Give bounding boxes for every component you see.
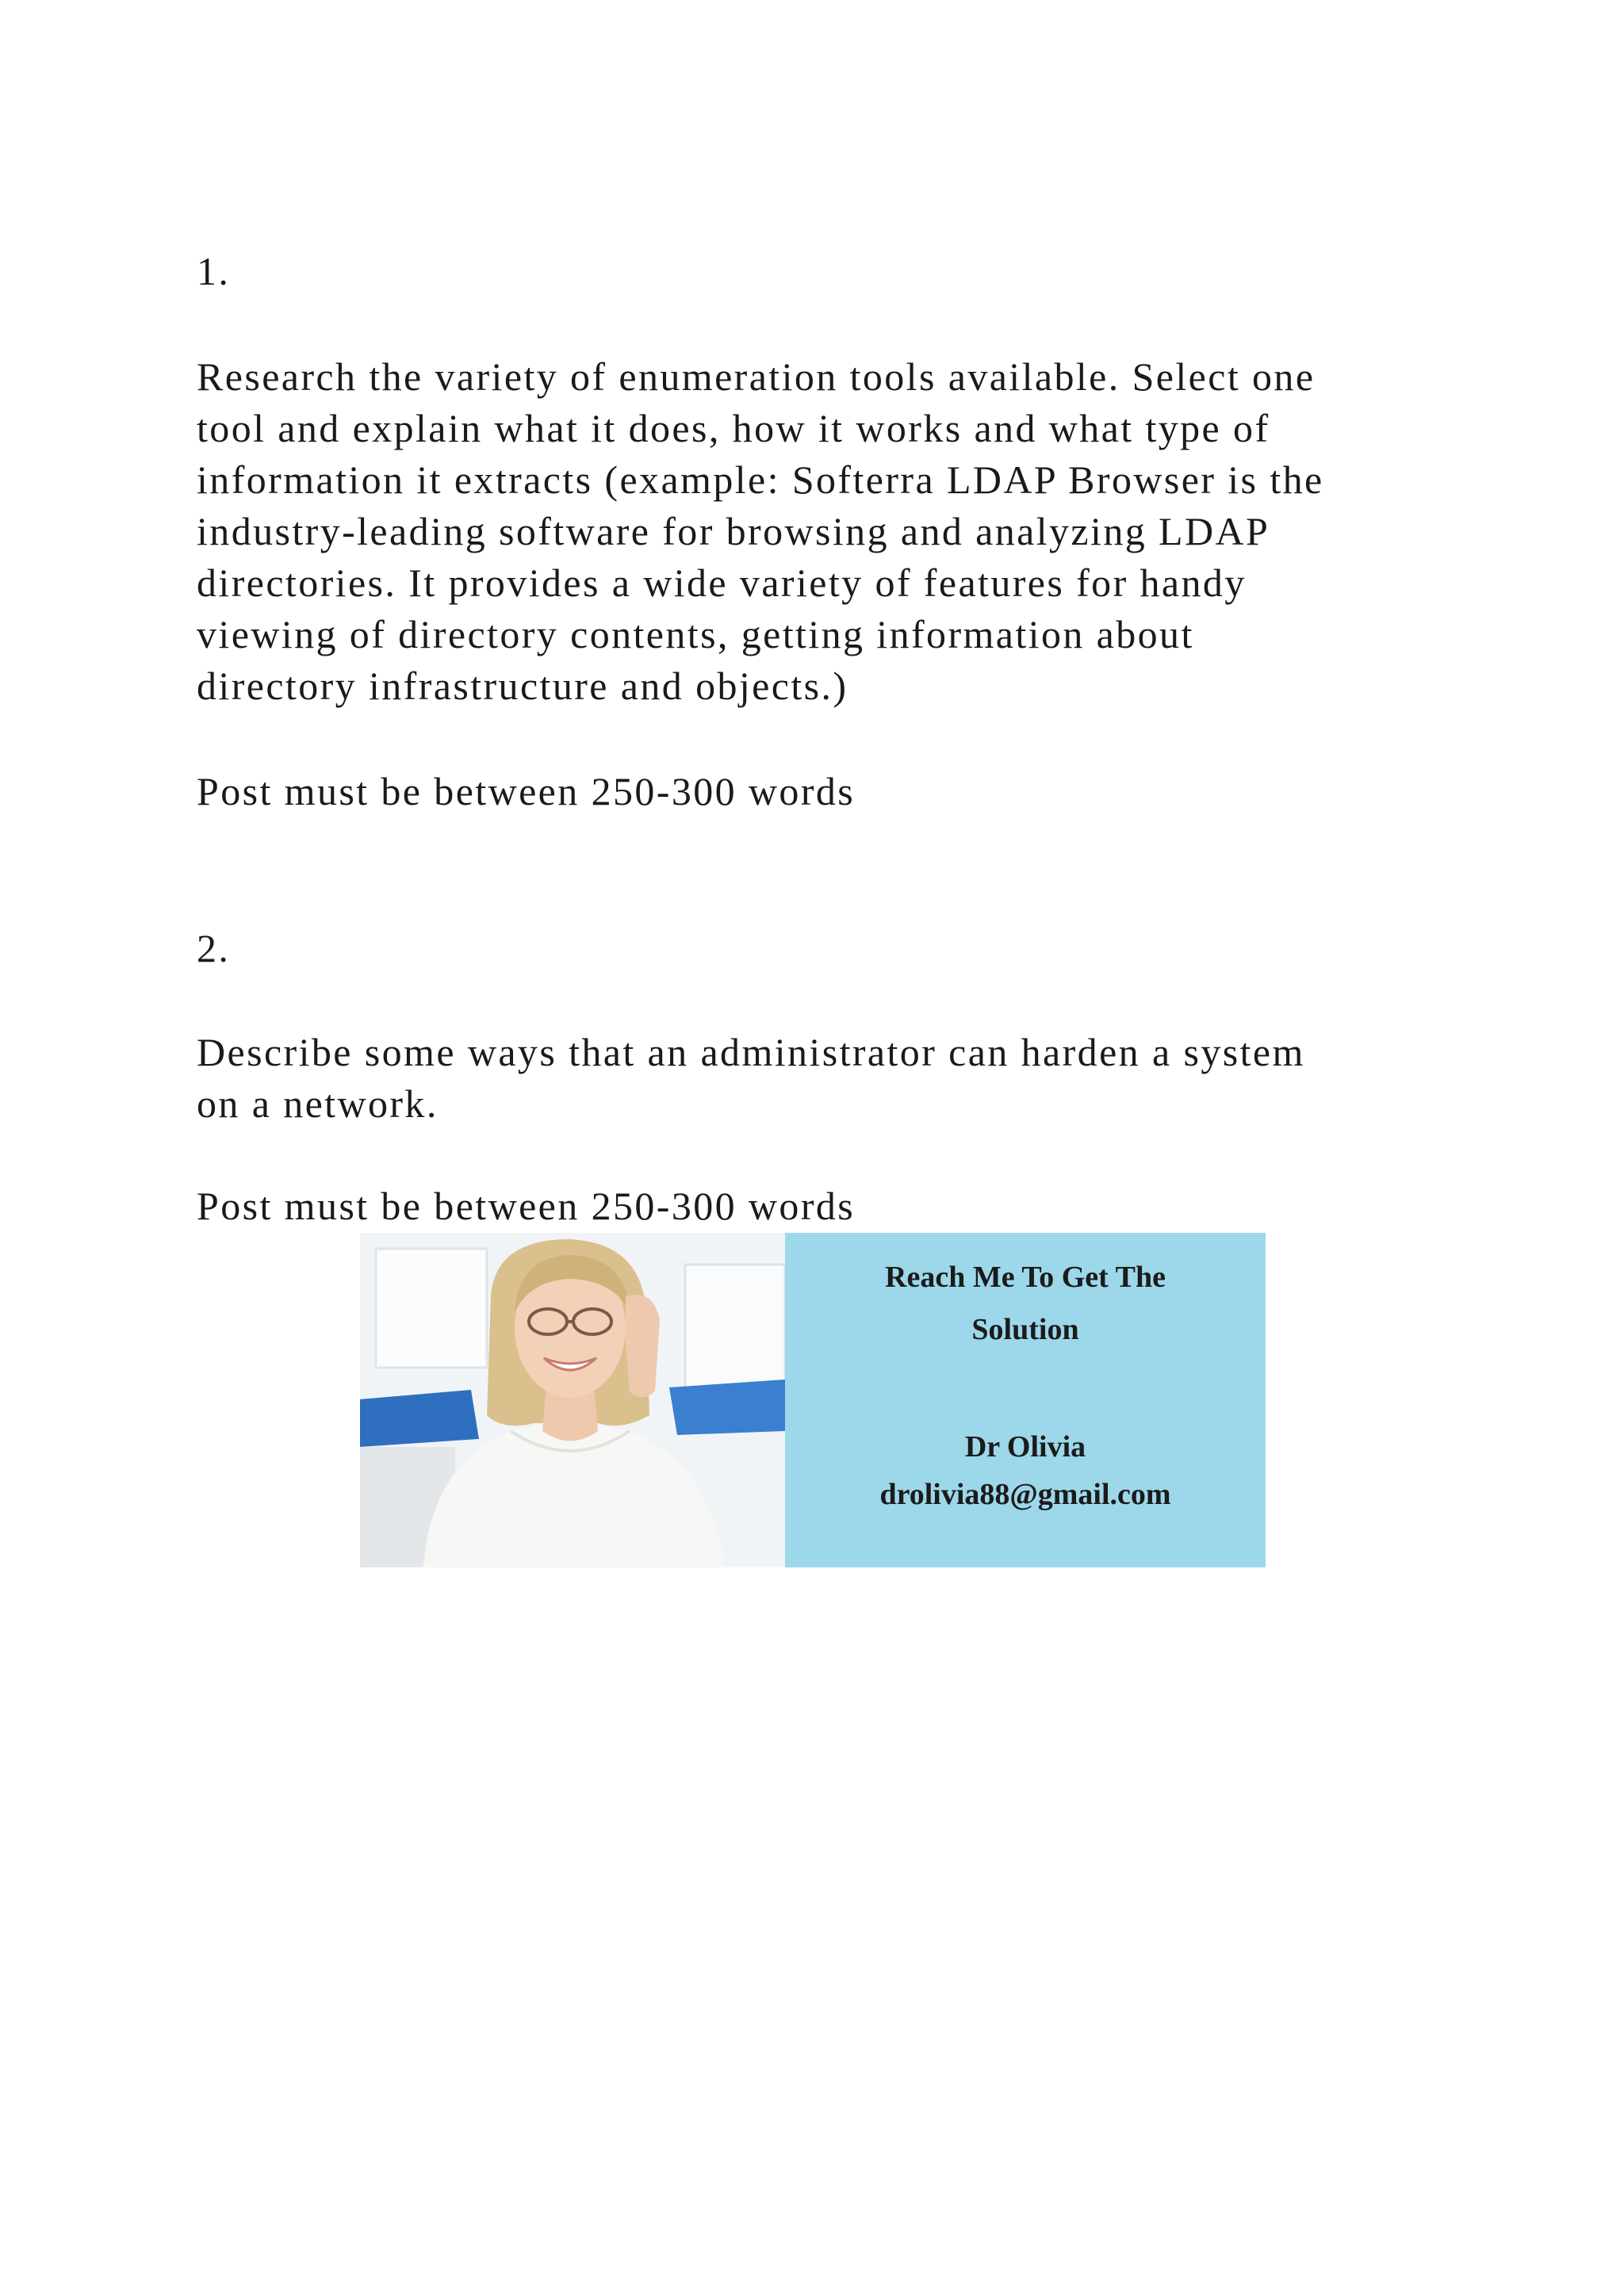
woman-photo bbox=[360, 1233, 785, 1567]
woman-portrait-icon bbox=[360, 1233, 785, 1567]
question-2-line: on a network. bbox=[197, 1081, 439, 1126]
contact-panel bbox=[785, 1233, 1266, 1567]
banner-email-link[interactable]: drolivia88@gmail.com bbox=[879, 1478, 1171, 1511]
question-2-requirement: Post must be between 250-300 words bbox=[197, 1184, 856, 1228]
contact-banner bbox=[360, 1233, 1266, 1567]
question-2-text bbox=[197, 1027, 1465, 1130]
banner-headline-line2: Solution bbox=[971, 1313, 1079, 1346]
question-1-line: directory infrastructure and objects.) bbox=[197, 664, 848, 708]
question-2-line: Describe some ways that an administrator can harden a system bbox=[197, 1030, 1305, 1074]
banner-headline-line1: Reach Me To Get The bbox=[885, 1261, 1166, 1294]
question-1-line: information it extracts (example: Softerra LDAP Browser is the bbox=[197, 457, 1324, 502]
banner-name: Dr Olivia bbox=[964, 1430, 1086, 1464]
question-1-line: tool and explain what it does, how it works and what type of bbox=[197, 406, 1270, 450]
question-1-line: Research the variety of enumeration tools available. Select one bbox=[197, 354, 1316, 399]
question-1-line: viewing of directory contents, getting information about bbox=[197, 612, 1194, 656]
question-1-requirement: Post must be between 250-300 words bbox=[197, 769, 856, 813]
question-1-text bbox=[197, 351, 1465, 712]
question-1-line: industry-leading software for browsing and analyzing LDAP bbox=[197, 509, 1270, 553]
question-1-line: directories. It provides a wide variety of features for handy bbox=[197, 561, 1247, 605]
question-1-number: 1. bbox=[197, 249, 231, 293]
question-2-number: 2. bbox=[197, 926, 231, 970]
